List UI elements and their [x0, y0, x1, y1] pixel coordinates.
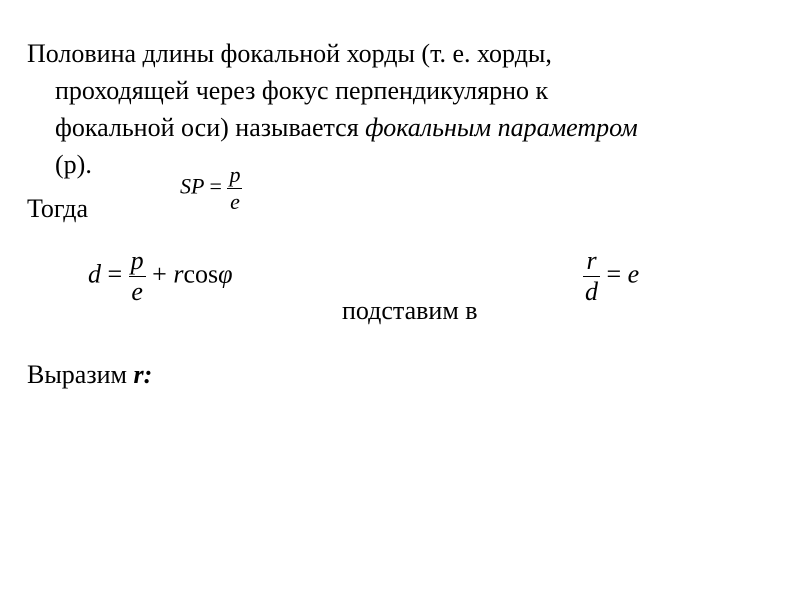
- formula-r-over-d-equals-e: [583, 248, 639, 305]
- d-cos: cos: [183, 259, 219, 289]
- rd-rhs: e: [627, 259, 640, 289]
- d-fraction: [129, 248, 146, 305]
- paragraph-line-1: Половина длины фокальной хорды (т. е. хорды,: [27, 39, 552, 68]
- rd-equals: =: [606, 259, 622, 289]
- d-lhs: d: [88, 259, 101, 289]
- definition-paragraph: [27, 35, 772, 183]
- express-line: [27, 360, 152, 390]
- express-variable: r:: [133, 360, 153, 389]
- rd-fraction: [583, 248, 600, 305]
- paragraph-line-3: [27, 109, 772, 146]
- d-plus: +: [152, 259, 167, 289]
- d-equals: =: [107, 259, 123, 289]
- paragraph-line-4: (p).: [55, 150, 92, 179]
- sp-equals: =: [209, 173, 222, 199]
- sp-lhs: SP: [180, 173, 205, 199]
- paragraph-line-2: проходящей через фокус перпендикулярно к: [55, 76, 549, 105]
- rd-denominator: d: [585, 277, 598, 306]
- paragraph-line-3-plain: фокальной оси) называется: [55, 113, 366, 142]
- focal-parameter-term: фокальным параметром: [365, 113, 638, 142]
- sp-denominator: e: [230, 189, 240, 214]
- express-label: Выразим: [27, 360, 134, 389]
- d-phi: φ: [218, 259, 233, 289]
- d-r: r: [173, 259, 184, 289]
- substitute-label: подставим в: [342, 296, 478, 325]
- d-denominator: e: [131, 277, 143, 306]
- formula-d: [88, 248, 233, 305]
- formula-sp-equals-p-over-e: [180, 164, 242, 213]
- d-numerator: p: [130, 246, 144, 275]
- sp-fraction: [227, 164, 242, 213]
- then-label: Тогда: [27, 194, 89, 223]
- rd-numerator: r: [586, 246, 597, 275]
- sp-numerator: p: [229, 162, 241, 187]
